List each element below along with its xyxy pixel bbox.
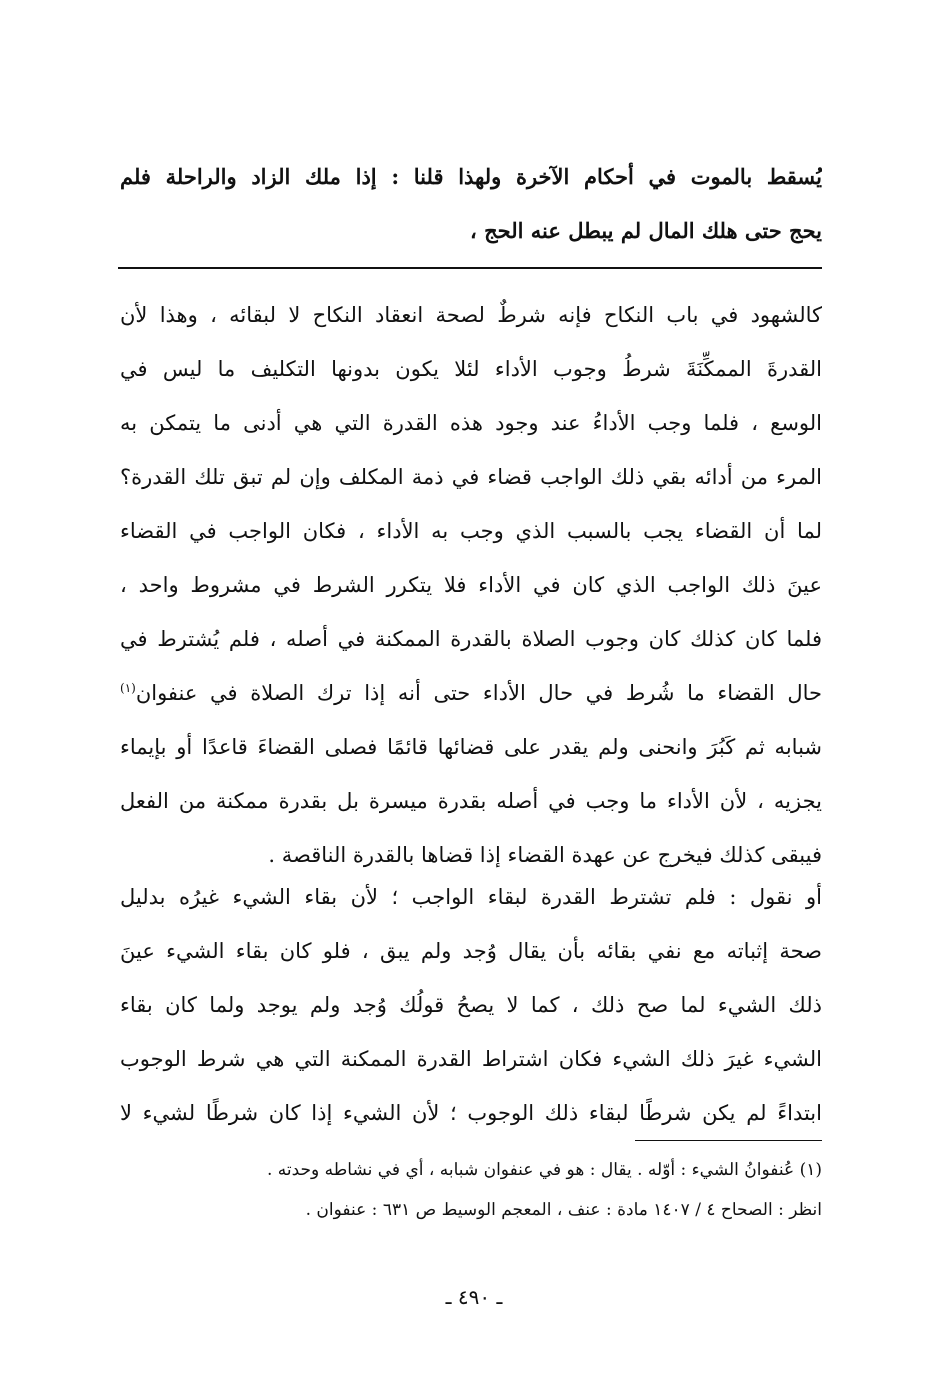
paragraph-2 — [120, 870, 822, 1140]
footnote-line: انظر : الصحاح ٤ / ١٤٠٧ مادة : عنف ، المعجم الوسيط ص ٦٣١ : عنفوان . — [305, 1200, 822, 1220]
text-line: ذلك الشيء لما صح ذلك ، كما لا يصحُ قولُك وُجد ولم يوجد ولما كان بقاء — [120, 993, 822, 1017]
text-line-content: حال القضاء ما شُرط في حال الأداء حتى أنه إذا ترك الصلاة في عنفوان — [135, 681, 822, 705]
text-line: صحة إثباته مع نفي بقائه بأن يقال وُجد ولم يبق ، فلو كان بقاء الشيء عينَ — [120, 939, 822, 963]
text-line: شبابه ثم كَبُرَ وانحنى ولم يقدر على قضائها قائمًا فصلى القضاءَ قاعدًا أو بإيماء — [120, 735, 822, 759]
text-line: الشيء غيرَ ذلك الشيء فكان اشتراط القدرة الممكنة التي هي شرط الوجوب — [120, 1047, 822, 1071]
header-line: يحج حتى هلك المال لم يبطل عنه الحج ، — [470, 218, 822, 243]
page-number: ـ ٤٩٠ ـ — [445, 1285, 503, 1309]
footnote-marker: (١) — [120, 681, 136, 695]
text-line: كالشهود في باب النكاح فإنه شرطٌ لصحة انعقاد النكاح لا لبقائه ، وهذا لأن — [120, 303, 822, 327]
footnote-divider — [635, 1140, 822, 1141]
paragraph-1 — [120, 288, 822, 882]
text-line: أو نقول : فلم تشترط القدرة لبقاء الواجب ؛ لأن بقاء الشيء غيرُه بدليل — [120, 885, 822, 909]
header-line: يُسقط بالموت في أحكام الآخرة ولهذا قلنا : إذا ملك الزاد والراحلة فلم — [120, 164, 822, 189]
text-line: فلما كان كذلك كان وجوب الصلاة بالقدرة الممكنة في أصله ، فلم يُشترط في — [120, 627, 822, 651]
section-divider — [118, 267, 822, 269]
text-line: عينَ ذلك الواجب الذي كان في الأداء فلا يتكرر الشرط في مشروط واحد ، — [120, 573, 822, 597]
footnote-line: (١) عُنفوانُ الشيء : أوّله . يقال : هو في عنفوان شبابه ، أي في نشاطه وحدته . — [266, 1160, 822, 1180]
text-line: لما أن القضاء يجب بالسبب الذي وجب به الأداء ، فكان الواجب في القضاء — [120, 519, 822, 543]
footnotes — [150, 1150, 822, 1230]
text-line: يجزيه ، لأن الأداء ما وجب في أصله بقدرة ميسرة بل بقدرة ممكنة من الفعل — [120, 789, 822, 813]
text-line: المرء من أدائه بقي ذلك الواجب قضاء في ذمة المكلف وإن لم تبق تلك القدرة؟ — [120, 465, 822, 489]
text-line: فيبقى كذلك فيخرج عن عهدة القضاء إذا قضاها بالقدرة الناقصة . — [268, 843, 822, 867]
text-line: ابتداءً لم يكن شرطًا لبقاء ذلك الوجوب ؛ لأن الشيء إذا كان شرطًا لشيء لا — [120, 1101, 822, 1125]
text-line — [120, 666, 822, 720]
header-quote — [120, 150, 822, 258]
text-line: القدرةَ الممكِّنَةَ شرطُ وجوب الأداء لئلا يكون بدونها التكليف ما ليس في — [120, 357, 822, 381]
text-line: الوسع ، فلما وجب الأداءُ عند وجود هذه القدرة التي هي أدنى ما يتمكن به — [120, 411, 822, 435]
